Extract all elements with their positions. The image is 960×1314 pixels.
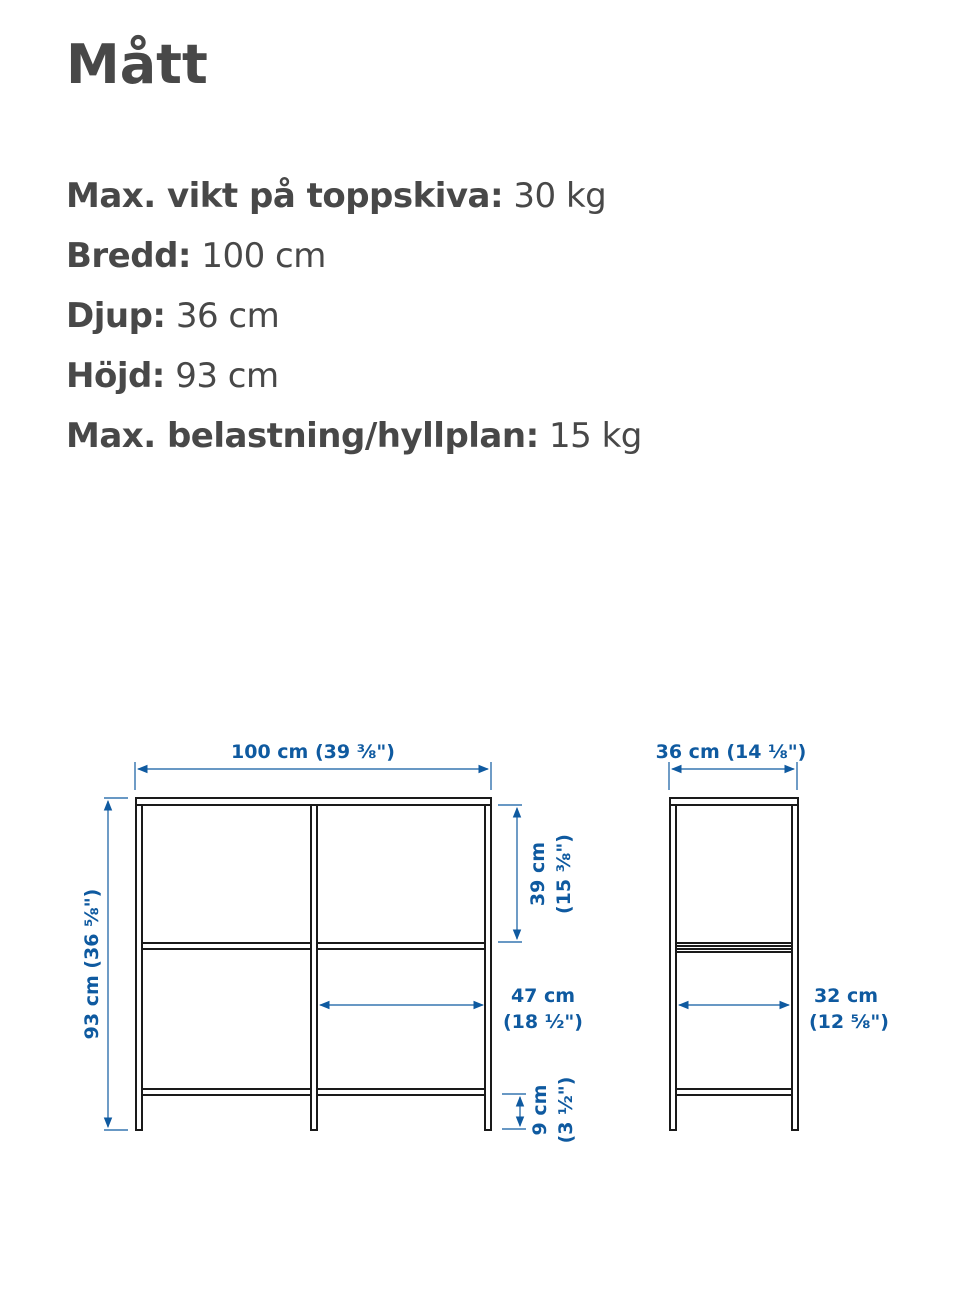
spec-list [66,166,642,466]
height-dimension [104,798,128,1130]
spec-label: Djup: [66,296,166,336]
floor-gap-label-1: 9 cm [529,1084,551,1136]
side-view-shelf [670,798,798,1130]
dimension-drawing [0,700,960,1200]
spec-value: 15 kg [538,416,642,456]
spec-depth [66,286,642,346]
inner-depth-label-2: (12 ⅝") [809,1011,889,1033]
inner-depth-label-1: 32 cm [813,985,879,1007]
inner-width-label-1: 47 cm [510,985,576,1007]
upper-compartment-label-2: (15 ⅜") [553,834,575,914]
spec-value: 100 cm [191,236,326,276]
spec-label: Bredd: [66,236,192,276]
spec-width [66,226,642,286]
front-view-shelf [136,798,491,1130]
front-width-label: 100 cm (39 ⅜") [231,741,395,763]
spec-label: Max. belastning/hyllplan: [66,416,539,456]
spec-value: 93 cm [164,356,279,396]
floor-gap-dimension [502,1094,526,1129]
spec-height [66,346,642,406]
page-title: Mått [66,33,208,96]
spec-max-top-weight [66,166,642,226]
upper-compartment-label-1: 39 cm [527,841,549,907]
depth-label: 36 cm (14 ⅛") [655,741,807,763]
depth-dimension [669,762,797,790]
upper-compartment-dimension [498,805,522,942]
spec-value: 30 kg [503,176,607,216]
height-label: 93 cm (36 ⅝") [81,888,103,1040]
spec-max-shelf-load [66,406,642,466]
inner-width-label-2: (18 ½") [503,1011,583,1033]
spec-value: 36 cm [165,296,280,336]
spec-label: Höjd: [66,356,165,396]
front-width-dimension [135,762,491,790]
spec-label: Max. vikt på toppskiva: [66,176,504,216]
floor-gap-label-2: (3 ½") [555,1076,577,1144]
